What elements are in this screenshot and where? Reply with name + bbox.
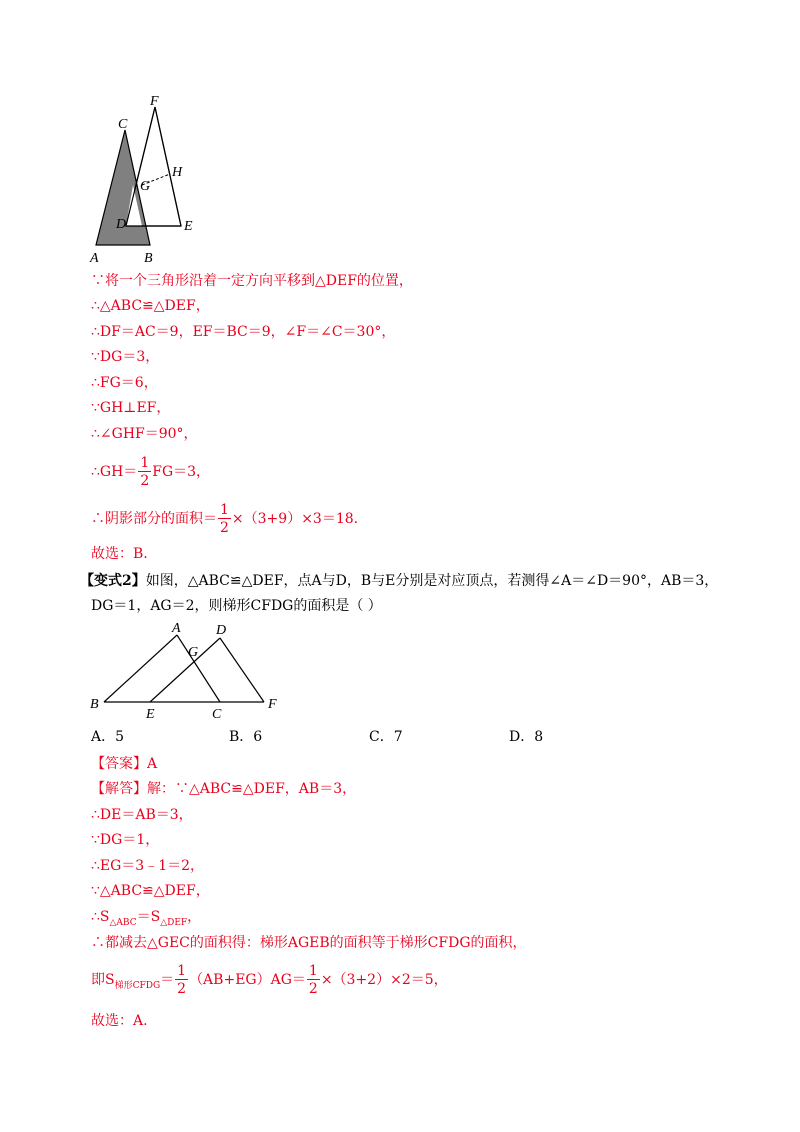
- sol2-line6-post: ，: [187, 909, 202, 925]
- figure-translated-triangles: [80, 90, 210, 270]
- fraction-half: [218, 503, 231, 535]
- label-d: D: [116, 217, 127, 232]
- variant2-question-text: 如图，△ABC≌△DEF，点A与D，B与E分别是对应顶点，若测得∠A＝∠D＝90°，AB＝3，: [145, 573, 719, 589]
- sol2-line6: [91, 907, 201, 933]
- sol2-line6-mid: ＝S: [136, 909, 161, 925]
- sol2-line1: 【解答】解：∵△ABC≌△DEF，AB＝3，: [91, 781, 357, 797]
- label-a: A: [172, 621, 181, 636]
- option-c[interactable]: C．7: [369, 729, 403, 745]
- fraction-half: [307, 964, 320, 996]
- label-d: D: [216, 623, 227, 638]
- fraction-denominator: 2: [140, 473, 150, 489]
- sol2-line8: [91, 960, 448, 1006]
- sol1-line9-pre: ∴阴影部分的面积＝: [91, 511, 217, 527]
- option-a[interactable]: A．5: [91, 729, 125, 745]
- sol1-line8: [91, 452, 210, 492]
- sol2-line8-pre: 即S: [91, 972, 115, 988]
- sol2-line2: ∴DE＝AB＝3，: [91, 807, 193, 823]
- sol2-line8-post: ×（3+2）×2＝5，: [320, 972, 448, 988]
- sol1-line9: [91, 499, 358, 539]
- sol2-line8-eq: ＝: [160, 972, 175, 988]
- subscript-def: △DEF: [160, 917, 188, 928]
- sol1-line3: ∴DF＝AC＝9，EF＝BC＝9，∠F＝∠C＝30°，: [91, 324, 396, 340]
- sol2-line4: ∴EG＝3﹣1＝2，: [91, 858, 205, 874]
- sol1-line8-pre: ∴GH＝: [91, 464, 138, 480]
- side-df: [220, 638, 264, 702]
- label-f: F: [150, 94, 159, 109]
- side-ba: [104, 635, 177, 702]
- subscript-trapezoid: 梯形CFDG: [114, 980, 161, 991]
- sol2-line5: ∵△ABC≌△DEF，: [91, 883, 210, 899]
- fraction-half: [138, 456, 151, 488]
- label-g: G: [140, 179, 151, 194]
- sol1-line5: ∴FG＝6，: [91, 375, 158, 391]
- sol2-line9: 故选：A.: [91, 1013, 148, 1029]
- sol1-line10: 故选：B.: [91, 546, 148, 562]
- label-b: B: [90, 697, 99, 712]
- sol1-line4: ∵DG＝3，: [91, 349, 160, 365]
- label-h: H: [172, 165, 183, 180]
- sol2-line3: ∵DG＝1，: [91, 832, 160, 848]
- fraction-numerator: 1: [140, 455, 150, 471]
- sol1-line7: ∴∠GHF＝90°，: [91, 426, 198, 442]
- fraction-denominator: 2: [177, 981, 187, 997]
- fraction-numerator: 1: [308, 963, 318, 979]
- sol1-line1: ∵将一个三角形沿着一定方向平移到△DEF的位置，: [91, 273, 413, 289]
- fraction-denominator: 2: [220, 520, 229, 536]
- subscript-abc: △ABC: [109, 917, 137, 928]
- label-e: E: [146, 707, 155, 722]
- fraction-half: [175, 964, 188, 996]
- label-c: C: [212, 707, 222, 722]
- label-f: F: [268, 697, 277, 712]
- sol1-line8-post: FG＝3，: [152, 464, 211, 480]
- variant2-question-line2: DG＝1，AG＝2，则梯形CFDG的面积是（ ）: [91, 598, 382, 614]
- side-ac: [177, 635, 220, 702]
- option-b[interactable]: B．6: [229, 729, 263, 745]
- label-b: B: [144, 251, 153, 266]
- sol2-line8-mid: （AB+EG）AG＝: [189, 972, 306, 988]
- variant2-answer: 【答案】A: [91, 756, 158, 772]
- figure-congruent-triangles: [86, 618, 286, 722]
- label-c: C: [118, 117, 128, 132]
- label-g: G: [188, 645, 199, 660]
- sol2-line6-pre: ∴S: [91, 909, 110, 925]
- label-e: E: [184, 219, 193, 234]
- option-d[interactable]: D．8: [509, 729, 544, 745]
- fraction-denominator: 2: [308, 981, 318, 997]
- sol2-line7: ∴都减去△GEC的面积得：梯形AGEB的面积等于梯形CFDG的面积，: [91, 935, 527, 951]
- fraction-numerator: 1: [177, 963, 187, 979]
- fraction-numerator: 1: [220, 502, 229, 518]
- sol1-line2: ∴△ABC≌△DEF，: [91, 298, 210, 314]
- variant2-tag: 【变式2】: [80, 573, 146, 589]
- label-a: A: [90, 251, 99, 266]
- variant2-question-line1: [80, 570, 718, 592]
- sol1-line6: ∵GH⊥EF，: [91, 400, 171, 416]
- sol1-line9-post: ×（3+9）×3＝18.: [231, 511, 359, 527]
